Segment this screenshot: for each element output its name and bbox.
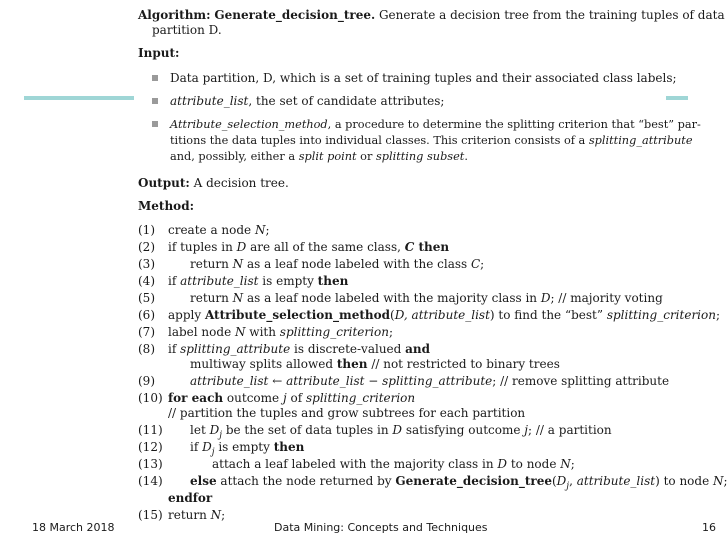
input-label: Input: [138, 46, 180, 60]
step-segment: N [234, 325, 246, 339]
step-segment: // not restricted to binary trees [367, 357, 560, 371]
step-segment: ) to node [655, 474, 714, 488]
step-line [168, 325, 393, 339]
step-segment: j [282, 391, 287, 405]
step-segment: multiway splits allowed [190, 357, 337, 371]
step-segment: then [317, 274, 349, 288]
step-segment: N [210, 508, 222, 522]
step-segment: ; [265, 223, 270, 237]
step-segment: attribute_list [286, 374, 365, 388]
step-segment: D [556, 474, 567, 488]
step-segment: ( [390, 308, 395, 322]
step-line [190, 374, 669, 388]
step-segment: attribute_list [190, 374, 269, 388]
step-segment: ; [723, 474, 728, 488]
step-segment: j [524, 423, 529, 437]
step-segment: and [405, 342, 431, 356]
step-segment: splitting_criterion [606, 308, 716, 322]
step-segment: j [211, 447, 215, 458]
step-segment: j [219, 430, 222, 441]
step-segment: as a leaf node labeled with the majority class in [243, 291, 541, 305]
step-line [168, 406, 525, 420]
step-segment: − [364, 374, 383, 388]
step-line [168, 223, 270, 237]
step-number: (2) [138, 240, 155, 254]
step-number: (1) [138, 223, 155, 237]
step-segment: D [202, 440, 212, 454]
step-segment: attach the node returned by [216, 474, 396, 488]
step-segment: is discrete-valued [290, 342, 406, 356]
step-segment: C [470, 257, 481, 271]
step-line [168, 491, 212, 505]
step-segment: ; [570, 457, 575, 471]
input-bullet-2: attribute_list, the set of candidate attributes; [170, 94, 445, 108]
input-bullet-3-cont: titions the data tuples into individual classes. This criterion consists of a splitting_attribute [170, 134, 693, 147]
step-segment: else [190, 474, 217, 488]
step-line [190, 440, 304, 457]
step-segment: label node [168, 325, 235, 339]
bullet-icon [152, 98, 158, 104]
output-text: A decision tree. [193, 176, 289, 190]
algorithm-header [138, 8, 725, 23]
step-segment: N [232, 291, 244, 305]
step-line [168, 308, 720, 322]
step-line [168, 508, 225, 522]
step-segment: as a leaf node labeled with the class [243, 257, 471, 271]
step-segment: splitting_criterion [279, 325, 389, 339]
step-segment: N [254, 223, 266, 237]
step-segment: D [540, 291, 551, 305]
bullet-icon [152, 121, 158, 127]
step-segment: apply [168, 308, 205, 322]
input-bullet-3: Attribute_selection_method, a procedure to determine the splitting criterion that “best” par- [170, 118, 701, 131]
method-label: Method: [138, 199, 195, 213]
input-bullet-1: Data partition, D, which is a set of training tuples and their associated class labels; [170, 71, 677, 85]
step-segment: for each [168, 391, 224, 405]
step-segment: if [168, 342, 181, 356]
footer-date: 18 March 2018 [32, 521, 115, 534]
step-segment: splitting_attribute [180, 342, 291, 356]
algorithm-description: Generate a decision tree from the training tuples of data [378, 8, 725, 22]
output-label: Output: [138, 176, 190, 190]
step-number: (14) [138, 474, 163, 488]
algorithm-description-cont: partition D. [152, 23, 222, 37]
step-segment: outcome [223, 391, 283, 405]
algorithm-name: Generate_decision_tree. [214, 8, 376, 22]
step-segment: D, attribute_list [394, 308, 490, 322]
step-segment: N [232, 257, 244, 271]
step-segment: create a node [168, 223, 255, 237]
step-segment: attribute_list [180, 274, 259, 288]
algorithm-figure [138, 0, 728, 522]
step-number: (11) [138, 423, 163, 437]
step-segment: be the set of data tuples in [222, 423, 393, 437]
step-segment: splitting_criterion [305, 391, 416, 405]
step-segment: D [209, 423, 220, 437]
step-line [168, 391, 415, 405]
decorative-rule-left [24, 96, 134, 100]
output-line [138, 176, 289, 191]
algorithm-label: Algorithm: [138, 8, 211, 22]
step-segment: attribute_list [576, 474, 656, 488]
step-number: (6) [138, 308, 155, 322]
step-segment: if [190, 440, 203, 454]
step-segment: is empty [258, 274, 318, 288]
step-segment: ← [268, 374, 287, 388]
step-line [168, 240, 449, 254]
step-segment: ; // majority voting [550, 291, 663, 305]
step-segment: D [236, 240, 247, 254]
step-segment: return [190, 257, 233, 271]
step-segment: ; [480, 257, 485, 271]
step-segment: then [336, 357, 368, 371]
step-segment: then [273, 440, 305, 454]
step-segment: ( [551, 474, 557, 488]
step-segment: if [168, 240, 177, 254]
step-segment: // partition the tuples and grow subtrees for each partition [168, 406, 526, 420]
step-segment: ; [221, 508, 226, 522]
step-segment: ; [715, 308, 721, 322]
step-segment: ) to find the “best” [489, 308, 607, 322]
step-line [190, 257, 484, 271]
step-line [168, 274, 348, 288]
step-number: (9) [138, 374, 155, 388]
step-segment: is empty [214, 440, 274, 454]
step-segment: splitting_attribute [382, 374, 493, 388]
step-number: (10) [138, 391, 163, 405]
step-segment: ; // a partition [528, 423, 612, 437]
step-line [190, 474, 728, 491]
step-segment: if [168, 274, 181, 288]
step-segment: endfor [168, 491, 213, 505]
step-segment: , [569, 474, 577, 488]
step-segment: ; // remove splitting attribute [492, 374, 670, 388]
step-segment: N [560, 457, 571, 471]
step-segment: D [392, 423, 403, 437]
step-line [168, 342, 430, 356]
footer-title: Data Mining: Concepts and Techniques [274, 521, 488, 534]
step-number: (8) [138, 342, 155, 356]
step-segment: Generate_decision_tree [395, 474, 552, 488]
step-segment: satisfying outcome [402, 423, 525, 437]
step-segment: return [190, 291, 233, 305]
step-segment: then [414, 240, 450, 254]
step-number: (15) [138, 508, 163, 522]
step-segment: let [190, 423, 210, 437]
step-segment: ; [388, 325, 393, 339]
step-line [190, 423, 612, 440]
bullet-icon [152, 75, 158, 81]
step-line [212, 457, 575, 471]
step-segment: D [497, 457, 508, 471]
step-number: (5) [138, 291, 155, 305]
step-segment: Attribute_selection_method [204, 308, 391, 322]
step-segment: attach a leaf labeled with the majority class in [212, 457, 498, 471]
step-segment: tuples in [176, 240, 237, 254]
step-segment: to node [507, 457, 561, 471]
footer-page-number: 16 [702, 521, 716, 534]
step-segment: return [168, 508, 211, 522]
input-bullet-3-cont2: and, possibly, either a split point or splitting subset. [170, 150, 468, 163]
step-segment: of [286, 391, 306, 405]
step-number: (7) [138, 325, 155, 339]
step-number: (13) [138, 457, 163, 471]
step-segment: N [713, 474, 724, 488]
step-line [190, 357, 560, 371]
step-segment: with [245, 325, 280, 339]
step-number: (12) [138, 440, 163, 454]
step-line [190, 291, 663, 305]
step-number: (4) [138, 274, 155, 288]
step-segment: are all of the same class, [246, 240, 405, 254]
step-segment: C [404, 240, 415, 254]
step-segment: j [566, 481, 570, 492]
step-number: (3) [138, 257, 155, 271]
